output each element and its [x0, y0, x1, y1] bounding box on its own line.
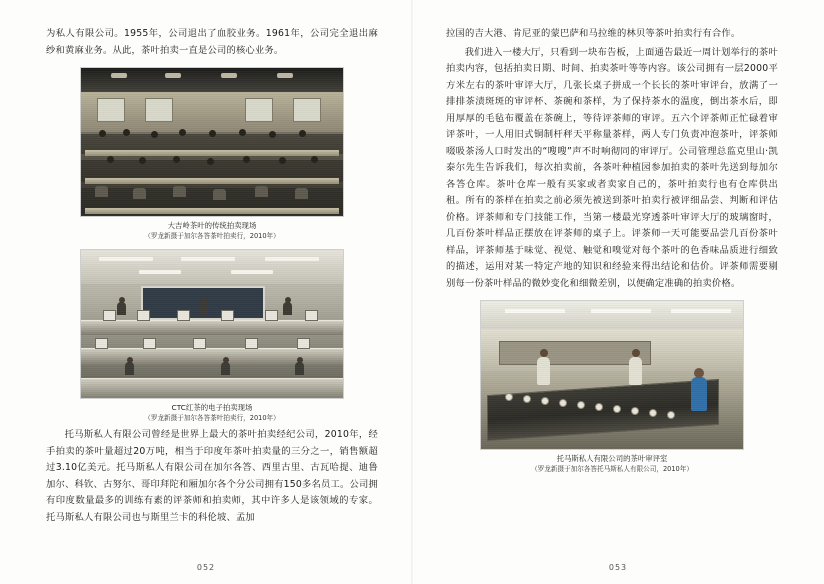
figure-credit: （罗龙新摄于加尔各答托马斯私人有限公司，2010年）: [531, 465, 693, 473]
photo-lamp: [111, 73, 127, 78]
photo-light-tube: [231, 270, 273, 274]
photo-person: [123, 129, 130, 136]
photo-tea-taster: [537, 357, 550, 385]
photo-window: [145, 98, 173, 122]
photo-tasting-cup: [577, 401, 585, 409]
figure-credit: （罗龙新摄于加尔各答茶叶拍卖行，2010年）: [144, 232, 280, 240]
photo-person: [295, 188, 308, 199]
thomas-tasting-room-photo: [480, 300, 744, 450]
photo-light-tube: [505, 309, 565, 313]
photo-monitor: [137, 310, 150, 321]
photo-lamp: [221, 73, 237, 78]
photo-desk-row: [81, 320, 343, 335]
photo-light-tube: [591, 309, 651, 313]
photo-person: [117, 302, 126, 315]
photo-tasting-cup: [667, 411, 675, 419]
photo-lamp: [165, 73, 181, 78]
photo-person: [199, 302, 208, 315]
photo-person: [99, 130, 106, 137]
photo-person: [209, 130, 216, 137]
photo-monitor: [265, 310, 278, 321]
photo-person: [173, 186, 186, 197]
photo-person: [221, 362, 230, 375]
photo-person: [255, 186, 268, 197]
photo-person: [283, 302, 292, 315]
photo-tasting-cup: [559, 399, 567, 407]
photo-person: [239, 129, 246, 136]
figure-caption: CTC红茶的电子拍卖现场: [171, 403, 253, 412]
photo-lamp: [277, 73, 293, 78]
photo-person: [139, 157, 146, 164]
photo-person: [173, 156, 180, 163]
photo-tasting-cup: [505, 393, 513, 401]
photo-window: [245, 98, 273, 122]
photo-monitor: [177, 310, 190, 321]
figure-traditional-auction: [46, 67, 378, 241]
right-page: [412, 0, 824, 584]
photo-tea-taster: [629, 357, 642, 385]
photo-light-tube: [181, 257, 235, 261]
photo-person: [95, 186, 108, 197]
photo-window: [97, 98, 125, 122]
photo-light-tube: [139, 270, 181, 274]
photo-person: [133, 188, 146, 199]
photo-monitor: [103, 310, 116, 321]
photo-monitor: [95, 338, 108, 349]
figure-credit: （罗龙新摄于加尔各答茶叶拍卖行，2010年）: [144, 414, 280, 422]
page-number-right: 053: [608, 563, 628, 572]
photo-light-tube: [99, 257, 153, 261]
photo-person: [299, 130, 306, 137]
figure-caption: 大吉岭茶叶的传统拍卖现场: [167, 221, 257, 230]
photo-monitor: [305, 310, 318, 321]
photo-monitor: [193, 338, 206, 349]
photo-tasting-cup: [649, 409, 657, 417]
photo-light-tube: [671, 309, 731, 313]
left-paragraph-2: 托马斯私人有限公司曾经是世界上最大的茶叶拍卖经纪公司，2010年，经手拍卖的茶叶量超过20万吨，相当于印度年茶叶拍卖量的三分之一，销售额超过3.10亿美元。托马斯私人有限公司在加尔各答、西里古里、古瓦哈提、迪鲁加尔、科钦、古努尔、哥印拜陀和厢加尔各个分公司拥有150多名员工。公司拥有印度数量最多的训练有素的评茶师和拍卖师，其中许多人是该领域的专家。托马斯私人有限公司也与斯里兰卡的科伦坡、孟加: [46, 429, 378, 523]
photo-monitor: [245, 338, 258, 349]
photo-tasting-cup: [613, 405, 621, 413]
right-paragraph-1: 拉国的吉大港、肯尼亚的蒙巴萨和马拉维的林贝等茶叶拍卖行有合作。: [446, 28, 741, 39]
photo-tea-taster: [691, 377, 707, 411]
traditional-auction-hall-photo: [80, 67, 344, 217]
figure-electronic-auction: [46, 249, 378, 423]
photo-person: [295, 362, 304, 375]
photo-ceiling: [481, 301, 743, 331]
photo-desk-row: [81, 378, 343, 399]
photo-person: [269, 131, 276, 138]
photo-tasting-cup: [541, 397, 549, 405]
ctc-electronic-auction-photo: [80, 249, 344, 399]
photo-tasting-cup: [595, 403, 603, 411]
right-paragraph-2: 我们进入一楼大厅，只看到一块布告板，上面通告最近一周计划举行的茶叶拍卖内容，包括拍卖日期、时间、拍卖茶叶等等内容。该公司拥有一层2000平方米左右的茶叶审评大厅，几张长桌子拼成一个长长的茶叶审评台，放满了一排排茶渍斑斑的审评杯、茶碗和茶样，为了保持茶水的温度，倒出茶水后，即用厚厚的毛毡布覆盖在茶碗上，等待评茶师的审评。五六个评茶师正忙碌着审评茶叶，一人用旧式铜制杆秤天平称量茶样，两人专门负责冲泡茶叶，评茶师啜吸茶汤人口时发出的“嗖嗖”声不时响彻同的审评厅。公司管理总监克里山·凯泰尔先生告诉我们，每次拍卖前，各茶叶种植园参加拍卖的茶叶先送到每加尔各答仓库。茶叶仓库一般有买家或者卖家自己的，茶叶拍卖行也有仓库供出租。所有的茶样在拍卖之前必须先被送到茶叶拍卖行被评细品尝、判断和评估价格。评茶师和专门技能工作，当第一楼最光穿透茶叶审评大厅的玻璃窗时，几百份茶叶样品正摆放在评茶师的桌子上。评茶师一天可能要品尝几百份茶叶样品，评茶师基于味觉、视觉、触觉和嗅觉对每个茶叶的色香味品质进行细致的描述，运用对某一特定产地的知识和经验来得出结论和估价。评茶师需要剔别每一份茶叶样品的微妙变化和细微差别，以便确定准确的拍卖价格。: [446, 46, 778, 289]
photo-person: [279, 157, 286, 164]
photo-person: [107, 156, 114, 163]
photo-window: [293, 98, 321, 122]
photo-person: [125, 362, 134, 375]
photo-tasting-table: [487, 379, 719, 441]
photo-monitor: [297, 338, 310, 349]
photo-monitor: [143, 338, 156, 349]
left-paragraph-1: 为私人有限公司。1955年，公司退出了血胶业务。1961年，公司完全退出麻纱和黄麻业务。从此，茶叶拍卖一直是公司的核心业务。: [46, 28, 378, 56]
photo-desk: [85, 178, 339, 184]
photo-desk-row: [81, 348, 343, 365]
photo-person: [207, 158, 214, 165]
photo-tasting-cup: [523, 395, 531, 403]
photo-desk: [85, 208, 339, 214]
photo-person: [311, 156, 318, 163]
photo-ceiling: [81, 250, 343, 284]
photo-person: [151, 131, 158, 138]
photo-desk: [85, 150, 339, 156]
photo-person: [213, 189, 226, 200]
figure-caption: 托马斯私人有限公司的茶叶审评室: [556, 454, 668, 463]
photo-ceiling: [81, 68, 343, 94]
photo-tasting-cup: [631, 407, 639, 415]
photo-person: [243, 156, 250, 163]
photo-person: [179, 129, 186, 136]
photo-monitor: [221, 310, 234, 321]
figure-tasting-room: [446, 300, 778, 474]
page-number-left: 052: [196, 563, 216, 572]
photo-light-tube: [265, 257, 319, 261]
